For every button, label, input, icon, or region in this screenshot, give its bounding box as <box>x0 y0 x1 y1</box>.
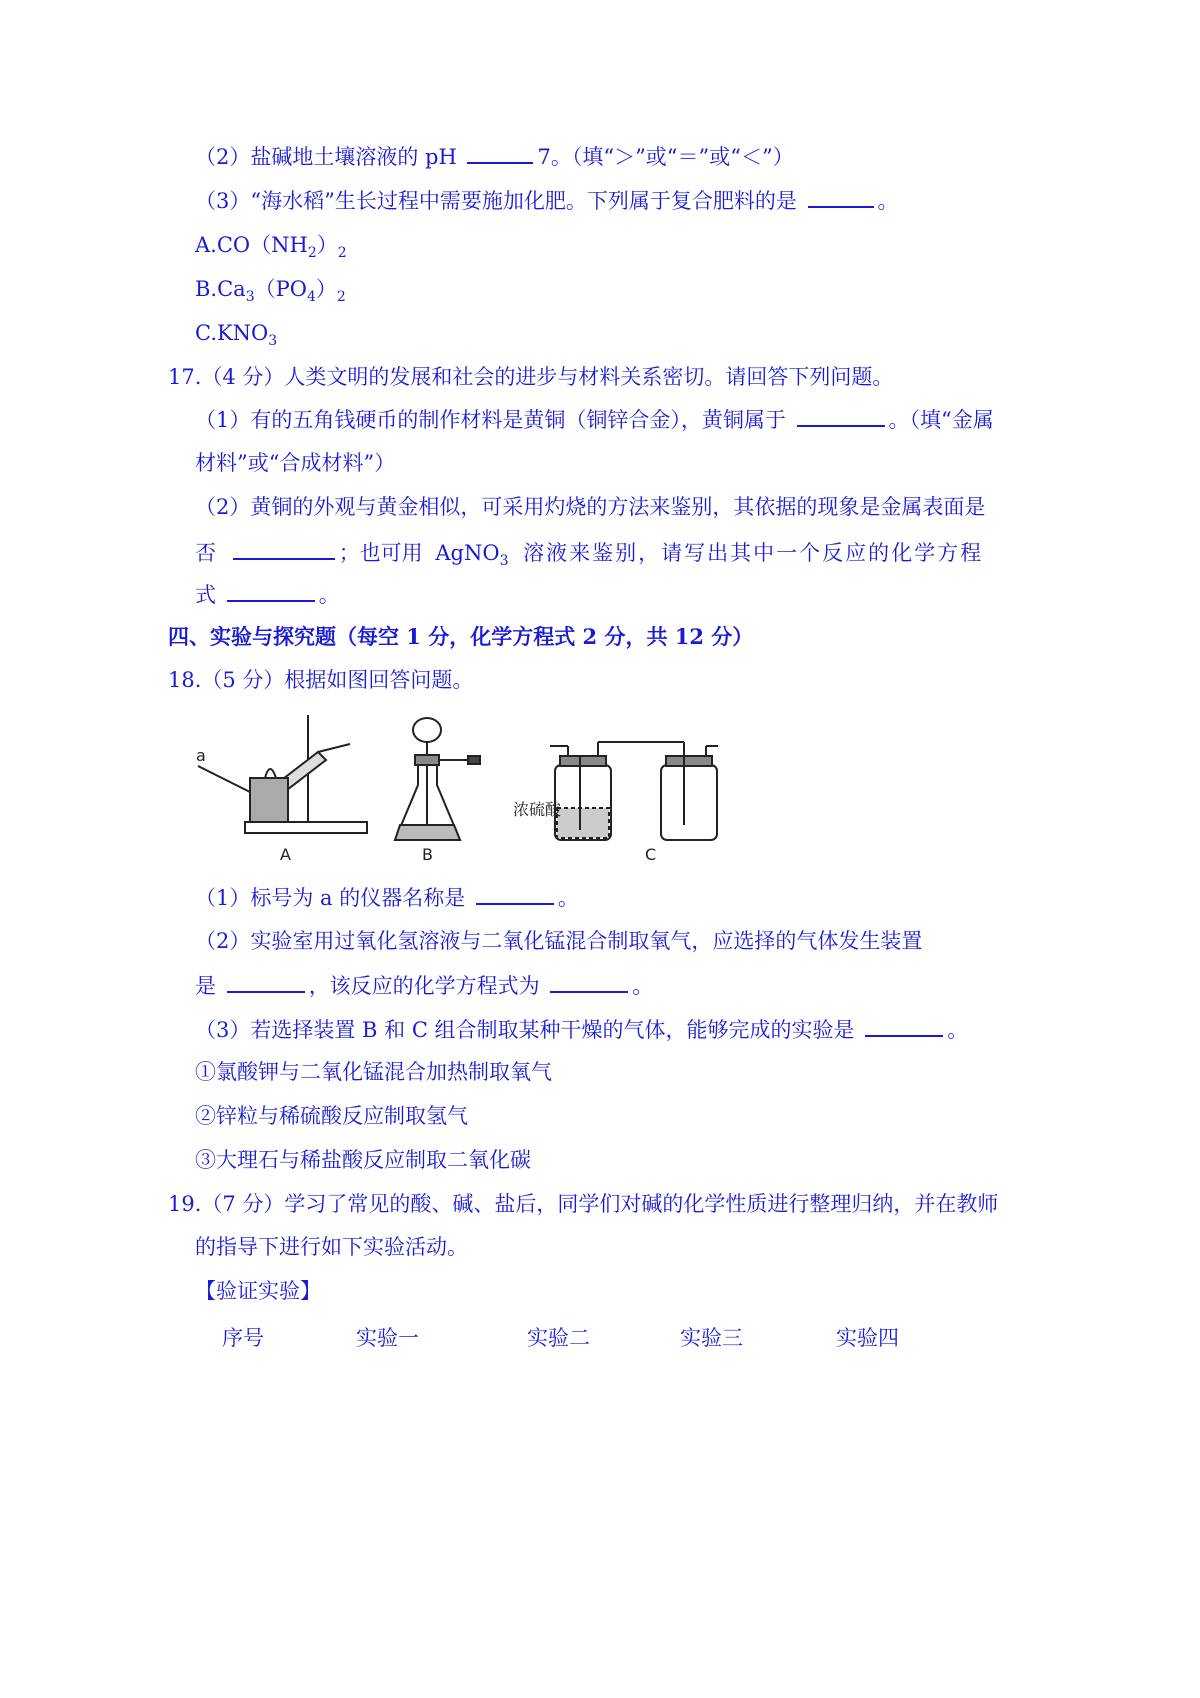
q18-heading: 18.（5 分）根据如图回答问题。 <box>168 668 474 692</box>
caption-c: C <box>645 845 657 864</box>
q18-part2: （2）实验室用过氧化氢溶液与二氧化锰混合制取氧气，应选择的气体发生装置 <box>195 929 923 953</box>
answer-blank[interactable] <box>808 186 874 208</box>
q19-heading-cont: 的指导下进行如下实验活动。 <box>195 1235 468 1259</box>
alcohol-lamp <box>250 778 288 822</box>
q16-option-b <box>195 275 346 311</box>
q17-part1-cont: 材料”或“合成材料”） <box>195 451 396 475</box>
q18-part2-is: 是 <box>195 974 223 998</box>
option-b-tail: ） <box>315 277 337 301</box>
q16-part2-text: （2）盐碱地土壤溶液的 pH <box>195 145 464 169</box>
subscript: 2 <box>337 245 347 261</box>
subscript: 3 <box>499 553 509 569</box>
caption-b: B <box>422 845 433 864</box>
table-header-exp3: 实验三 <box>680 1326 743 1350</box>
subscript: 3 <box>268 333 278 349</box>
q18-option-3: ③大理石与稀盐酸反应制取二氧化碳 <box>195 1148 531 1172</box>
q17-part1-tail: 。（填“金属 <box>888 408 994 432</box>
q18-part2-equation-text: ，该反应的化学方程式为 <box>308 974 547 998</box>
q16-option-c <box>195 319 277 355</box>
subscript: 3 <box>245 289 255 305</box>
q18-part3-text: （3）若选择装置 B 和 C 组合制取某种干燥的气体，能够完成的实验是 <box>195 1018 862 1042</box>
q19-heading: 19.（7 分）学习了常见的酸、碱、盐后，同学们对碱的化学性质进行整理归纳，并在教师 <box>168 1192 999 1216</box>
answer-blank[interactable] <box>865 1015 943 1037</box>
table-header-exp2: 实验二 <box>527 1326 590 1350</box>
q17-part2-agno3: ；也可用 AgNO <box>338 541 500 565</box>
q17-part2: （2）黄铜的外观与黄金相似，可采用灼烧的方法来鉴别，其依据的现象是金属表面是 <box>195 495 986 519</box>
subscript: 2 <box>307 245 317 261</box>
q16-part3 <box>195 186 899 215</box>
label-a: a <box>196 746 206 765</box>
apparatus-drawing <box>196 746 800 940</box>
subscript: 4 <box>306 289 316 305</box>
answer-blank[interactable] <box>227 971 305 993</box>
answer-blank[interactable] <box>467 142 533 164</box>
verify-experiment-label: 【验证实验】 <box>195 1279 321 1303</box>
option-c-text: C.KNO <box>195 321 269 345</box>
q18-part3 <box>195 1015 968 1044</box>
q16-part2-tail: 7。（填“＞”或“＝”或“＜”） <box>537 145 794 169</box>
q18-part2-cont <box>195 971 653 1000</box>
table-header-index: 序号 <box>222 1326 264 1350</box>
q16-part2 <box>195 142 794 171</box>
q18-part2-tail: 。 <box>632 974 654 998</box>
q17-heading: 17.（4 分）人类文明的发展和社会的进步与材料关系密切。请回答下列问题。 <box>168 365 894 389</box>
answer-blank[interactable] <box>476 883 554 905</box>
q18-part1 <box>195 883 579 912</box>
answer-blank[interactable] <box>550 971 628 993</box>
option-a-tail: ） <box>316 233 338 257</box>
q16-part3-text: （3）“海水稻”生长过程中需要施加化肥。下列属于复合肥料的是 <box>195 189 804 213</box>
q16-option-a <box>195 231 347 267</box>
caption-a: A <box>280 845 291 864</box>
q17-part1-text: （1）有的五角钱硬币的制作材料是黄铜（铜锌合金），黄铜属于 <box>195 408 793 432</box>
q17-part1 <box>195 405 994 434</box>
table-header-exp1: 实验一 <box>356 1326 419 1350</box>
q18-part1-tail: 。 <box>557 886 579 910</box>
q16-part3-tail: 。 <box>877 189 899 213</box>
q18-option-2: ②锌粒与稀硫酸反应制取氢气 <box>195 1104 468 1128</box>
stand-base <box>245 822 367 833</box>
table-header-exp4: 实验四 <box>836 1326 899 1350</box>
q18-part3-tail: 。 <box>947 1018 969 1042</box>
apparatus-figure <box>196 746 800 940</box>
q17-part2-cont <box>195 538 983 575</box>
q17-part2-no: 否 <box>195 541 229 565</box>
label-conc-sulfuric-acid: 浓硫酸 <box>513 800 562 819</box>
answer-blank[interactable] <box>227 580 315 602</box>
section-heading: 四、实验与探究题（每空 1 分，化学方程式 2 分，共 12 分） <box>168 624 754 649</box>
option-b-text: B.Ca <box>195 277 246 301</box>
option-b-mid: （PO <box>254 277 307 301</box>
q18-part1-text: （1）标号为 a 的仪器名称是 <box>195 886 472 910</box>
q17-part2-formula-label: 式 <box>195 583 223 607</box>
answer-blank[interactable] <box>233 538 335 560</box>
q17-part2-end-tail: 。 <box>318 583 340 607</box>
subscript: 2 <box>336 289 346 305</box>
q17-part2-text2: 溶液来鉴别，请写出其中一个反应的化学方程 <box>508 541 984 565</box>
q17-part2-end <box>195 580 340 609</box>
q18-option-1: ①氯酸钾与二氧化锰混合加热制取氧气 <box>195 1060 552 1084</box>
answer-blank[interactable] <box>797 405 885 427</box>
option-a-text: A.CO（NH <box>195 233 308 257</box>
